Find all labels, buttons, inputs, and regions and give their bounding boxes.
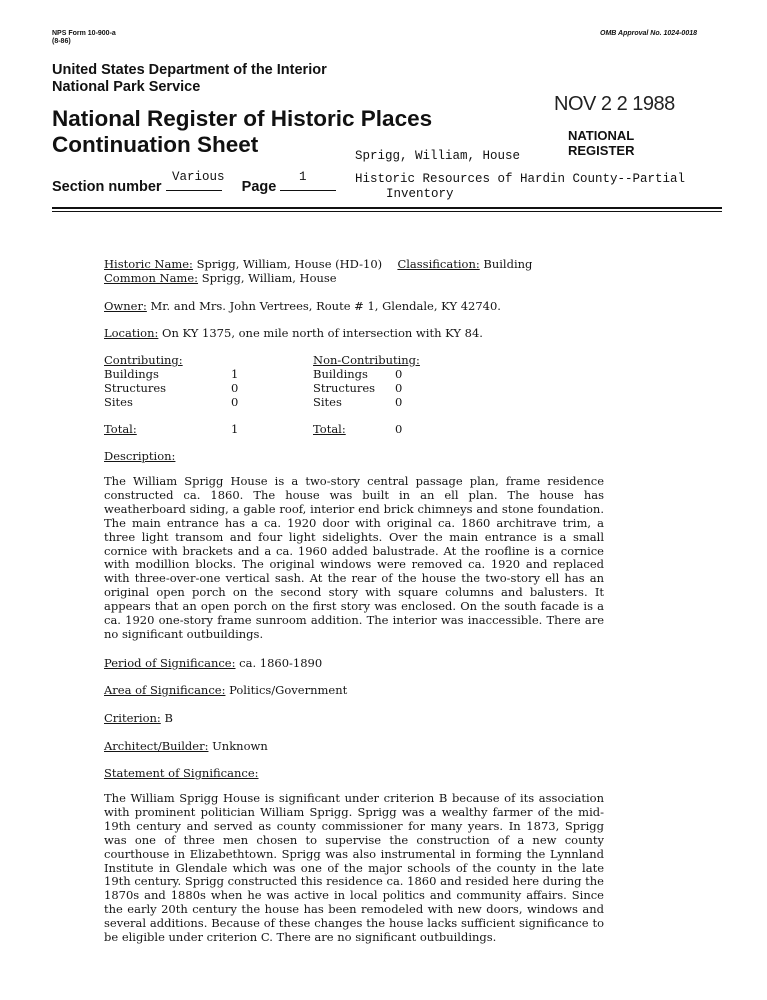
title-line-1: National Register of Historic Places (52, 106, 433, 131)
noncontrib-total-count: 0 (395, 422, 403, 436)
section-blank (166, 190, 222, 191)
resource-count-table (104, 353, 424, 439)
header-rule-thin (52, 211, 722, 212)
contributing-header: Contributing: (104, 353, 183, 367)
section-number-label: Section number (52, 179, 162, 195)
area-value: Politics/Government (229, 683, 348, 697)
section-number-value: Various (172, 170, 225, 184)
architect-label: Architect/Builder: (104, 739, 209, 753)
mps-title (355, 172, 685, 202)
criterion-label: Criterion: (104, 711, 161, 725)
noncontrib-total-label: Total: (313, 422, 346, 436)
received-stamp-date: NOV 2 2 1988 (554, 93, 675, 115)
form-number-block (52, 30, 116, 46)
page-label: Page (241, 179, 277, 195)
contrib-structures-count: 0 (231, 381, 239, 395)
service-name: National Park Service (52, 79, 201, 95)
title-line-2: Continuation Sheet (52, 132, 259, 157)
noncontrib-structures-label: Structures (313, 381, 376, 395)
form-number: NPS Form 10-900-a (52, 30, 116, 37)
period-label: Period of Significance: (104, 656, 236, 670)
statement-label: Statement of Significance: (104, 766, 259, 780)
criterion-row (104, 711, 173, 725)
statement-text: The William Sprigg House is significant under criterion B because of its association with prominent politician William Sprigg. Sprigg was a wealthy farmer of the mid-19th century and served as county commissioner for many years. In 1873, Sprigg was one of three men chosen to supervise the construction of a new county courthouse in Elizabethtown. Sprigg was also instrumental in forming the Lynnland Institute in Glendale which was one of the major schools of the county in the late 19th century. Sprigg constructed this residence ca. 1860 and resided here during the 1870s and 1880s when he was active in local politics and community affairs. Since the early 20th century the house has been remodeled with new doors, windows and several additions. Because of these changes the house lacks sufficient significance to be eligible under criterion C. There are no significant outbuildings. (104, 791, 604, 945)
classification-label: Classification: (397, 257, 480, 271)
contrib-sites-label: Sites (104, 395, 133, 409)
agency-block (52, 62, 327, 96)
contrib-total-label: Total: (104, 422, 137, 436)
location-row (104, 326, 483, 340)
contrib-total-count: 1 (231, 422, 239, 436)
register-stamp (568, 128, 634, 158)
location-label: Location: (104, 326, 159, 340)
contrib-buildings-label: Buildings (104, 367, 159, 381)
area-row (104, 683, 347, 697)
historic-name-label: Historic Name: (104, 257, 193, 271)
stamp-line-2: REGISTER (568, 143, 635, 158)
header-rule-thick (52, 207, 722, 209)
owner-row (104, 299, 501, 313)
contrib-buildings-count: 1 (231, 367, 239, 381)
period-value: ca. 1860-1890 (239, 656, 323, 670)
form-date: (8-86) (52, 38, 71, 45)
names-block (104, 257, 532, 285)
common-name-value: Sprigg, William, House (201, 271, 337, 285)
noncontrib-buildings-label: Buildings (313, 367, 368, 381)
noncontrib-structures-count: 0 (395, 381, 403, 395)
noncontrib-sites-count: 0 (395, 395, 403, 409)
stamp-line-1: NATIONAL (568, 128, 635, 143)
owner-value: Mr. and Mrs. John Vertrees, Route # 1, Glendale, KY 42740. (150, 299, 501, 313)
classification-value: Building (483, 257, 533, 271)
location-value: On KY 1375, one mile north of intersection with KY 84. (162, 326, 483, 340)
area-label: Area of Significance: (104, 683, 226, 697)
noncontributing-header: Non-Contributing: (313, 353, 420, 367)
historic-name-row (104, 257, 532, 271)
contrib-sites-count: 0 (231, 395, 239, 409)
omb-approval: OMB Approval No. 1024-0018 (600, 30, 697, 37)
department-name: United States Department of the Interior (52, 62, 327, 78)
contrib-structures-label: Structures (104, 381, 167, 395)
mps-line-1: Historic Resources of Hardin County--Partial (355, 172, 686, 186)
architect-row (104, 739, 268, 753)
criterion-value: B (164, 711, 173, 725)
historic-name-value: Sprigg, William, House (HD-10) (196, 257, 383, 271)
description-text: The William Sprigg House is a two-story central passage plan, frame residence constructed ca. 1860. The house was built in an ell plan. The house has weatherboard siding, a gable roof, interior end brick chimneys and stone foundation. The main entrance has a ca. 1920 door with original ca. 1860 architrave trim, a three light transom and four light sidelights. Over the main entrance is a small cornice with brackets and a ca. 1960 added balustrade. At the roofline is a cornice with modillion blocks. The original windows were removed ca. 1920 and replaced with three-over-one vertical sash. At the rear of the house the two-story ell has an original open porch on the second story with square columns and balusters. It appears that an open porch on the first story was enclosed. On the south facade is a ca. 1920 one-story frame sunroom addition. The interior was inaccessible. There are no significant outbuildings. (104, 474, 604, 641)
common-name-label: Common Name: (104, 271, 199, 285)
description-label: Description: (104, 449, 176, 463)
property-name: Sprigg, William, House (355, 149, 521, 163)
common-name-row (104, 271, 532, 285)
noncontrib-buildings-count: 0 (395, 367, 403, 381)
owner-label: Owner: (104, 299, 147, 313)
period-row (104, 656, 322, 670)
page-blank (280, 190, 336, 191)
mps-line-2: Inventory (386, 187, 454, 201)
architect-value: Unknown (212, 739, 268, 753)
noncontrib-sites-label: Sites (313, 395, 342, 409)
page-value: 1 (299, 170, 307, 184)
